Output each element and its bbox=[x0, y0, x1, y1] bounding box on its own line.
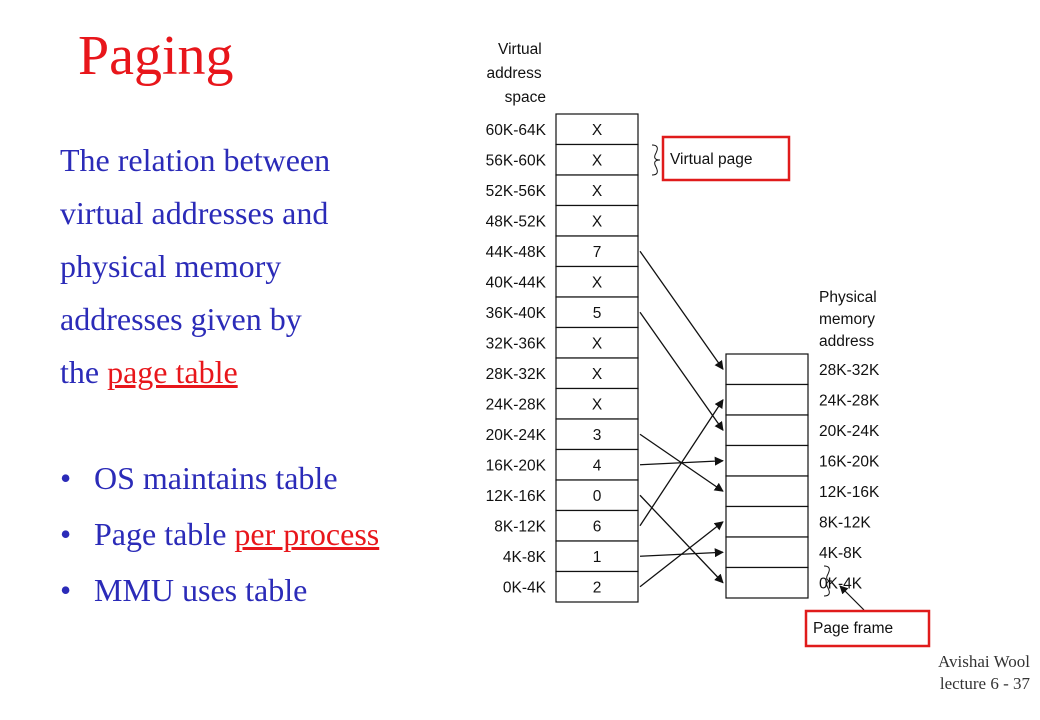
physical-memory-table bbox=[726, 354, 880, 598]
mapping-arrow bbox=[640, 251, 723, 369]
mapping-arrow bbox=[640, 495, 723, 583]
virtual-range-label: 56K-60K bbox=[485, 152, 546, 170]
virtual-heading-line: Virtual bbox=[498, 41, 542, 58]
bullet-text: Page table bbox=[94, 516, 235, 552]
physical-range-label: 8K-12K bbox=[819, 514, 871, 532]
physical-heading-line: address bbox=[819, 333, 875, 350]
page-frame-cell bbox=[726, 568, 808, 599]
mapping-arrow bbox=[640, 400, 723, 526]
mapping-arrows bbox=[640, 251, 723, 587]
page-table-entry: 3 bbox=[592, 426, 602, 444]
bullet-dot-icon: • bbox=[60, 572, 72, 608]
virtual-range-label: 16K-20K bbox=[485, 457, 546, 475]
bullet-dot-icon: • bbox=[60, 460, 72, 496]
description-prefix: the bbox=[60, 354, 108, 390]
page-frame-cell bbox=[726, 507, 808, 538]
page-table-entry: X bbox=[591, 121, 603, 139]
page-frame-label: Page frame bbox=[813, 620, 894, 637]
page-table-entry: X bbox=[591, 152, 603, 170]
physical-heading-line: Physical bbox=[819, 289, 877, 306]
virtual-page-table bbox=[486, 114, 638, 602]
description-line: addresses given by bbox=[60, 301, 302, 337]
page-frame-cell bbox=[726, 537, 808, 568]
virtual-page-brace-icon bbox=[652, 145, 660, 175]
physical-range-label: 28K-32K bbox=[819, 361, 880, 379]
description-line: virtual addresses and bbox=[60, 195, 329, 231]
page-table-entry: 5 bbox=[592, 304, 602, 322]
virtual-range-label: 12K-16K bbox=[485, 487, 546, 505]
physical-range-label: 24K-28K bbox=[819, 392, 880, 410]
virtual-range-label: 40K-44K bbox=[485, 274, 546, 292]
physical-range-label: 16K-20K bbox=[819, 453, 880, 471]
bullet-dot-icon: • bbox=[60, 516, 72, 552]
physical-heading bbox=[819, 289, 881, 350]
virtual-page-label: Virtual page bbox=[670, 151, 753, 168]
virtual-range-label: 20K-24K bbox=[485, 426, 546, 444]
virtual-range-label: 32K-36K bbox=[485, 335, 546, 353]
physical-range-label: 4K-8K bbox=[819, 544, 863, 562]
page-table-entry: X bbox=[591, 213, 603, 231]
page-table-entry: X bbox=[591, 335, 603, 353]
physical-range-label: 12K-16K bbox=[819, 483, 880, 501]
page-table-entry: X bbox=[591, 396, 603, 414]
page-frame-cell bbox=[726, 354, 808, 385]
page-frame-cell bbox=[726, 476, 808, 507]
virtual-heading-line: address bbox=[486, 65, 542, 82]
virtual-range-label: 48K-52K bbox=[485, 213, 546, 231]
virtual-range-label: 24K-28K bbox=[485, 396, 546, 414]
page-table-entry: 0 bbox=[592, 487, 602, 505]
page-table-entry: X bbox=[591, 182, 603, 200]
bullet-text: OS maintains table bbox=[94, 460, 338, 496]
page-table-entry: 2 bbox=[592, 579, 602, 597]
virtual-range-label: 4K-8K bbox=[502, 548, 546, 566]
description-line: physical memory bbox=[60, 248, 282, 284]
physical-range-label: 0K-4K bbox=[819, 575, 863, 593]
page-table-entry: 1 bbox=[592, 548, 602, 566]
footer-author: Avishai Wool bbox=[938, 652, 1030, 671]
page-frame-cell bbox=[726, 446, 808, 477]
mapping-arrow bbox=[640, 522, 723, 587]
physical-range-label: 20K-24K bbox=[819, 422, 880, 440]
virtual-range-label: 44K-48K bbox=[485, 243, 546, 261]
mapping-arrow bbox=[640, 312, 723, 430]
virtual-heading bbox=[487, 41, 546, 106]
physical-heading-line: memory bbox=[819, 311, 875, 328]
page-table-entry: 7 bbox=[592, 243, 602, 261]
page-table-link: page table bbox=[107, 354, 238, 390]
virtual-range-label: 52K-56K bbox=[485, 182, 546, 200]
page-table-entry: X bbox=[591, 274, 603, 292]
footer-lecture: lecture 6 - 37 bbox=[939, 674, 1030, 693]
virtual-heading-line: space bbox=[504, 89, 546, 106]
virtual-range-label: 36K-40K bbox=[485, 304, 546, 322]
page-frame-cell bbox=[726, 385, 808, 416]
virtual-range-label: 8K-12K bbox=[494, 518, 546, 536]
slide-title: Paging bbox=[78, 25, 234, 87]
virtual-range-label: 0K-4K bbox=[502, 579, 546, 597]
page-table-entry: 4 bbox=[592, 457, 602, 475]
page-frame-cell bbox=[726, 415, 808, 446]
bullet-text: MMU uses table bbox=[94, 572, 308, 608]
virtual-range-label: 60K-64K bbox=[485, 121, 546, 139]
page-table-entry: 6 bbox=[592, 518, 602, 536]
page-table-entry: X bbox=[591, 365, 603, 383]
per-process-link: per process bbox=[234, 516, 380, 552]
virtual-range-label: 28K-32K bbox=[485, 365, 546, 383]
description-line: The relation between bbox=[60, 142, 331, 178]
